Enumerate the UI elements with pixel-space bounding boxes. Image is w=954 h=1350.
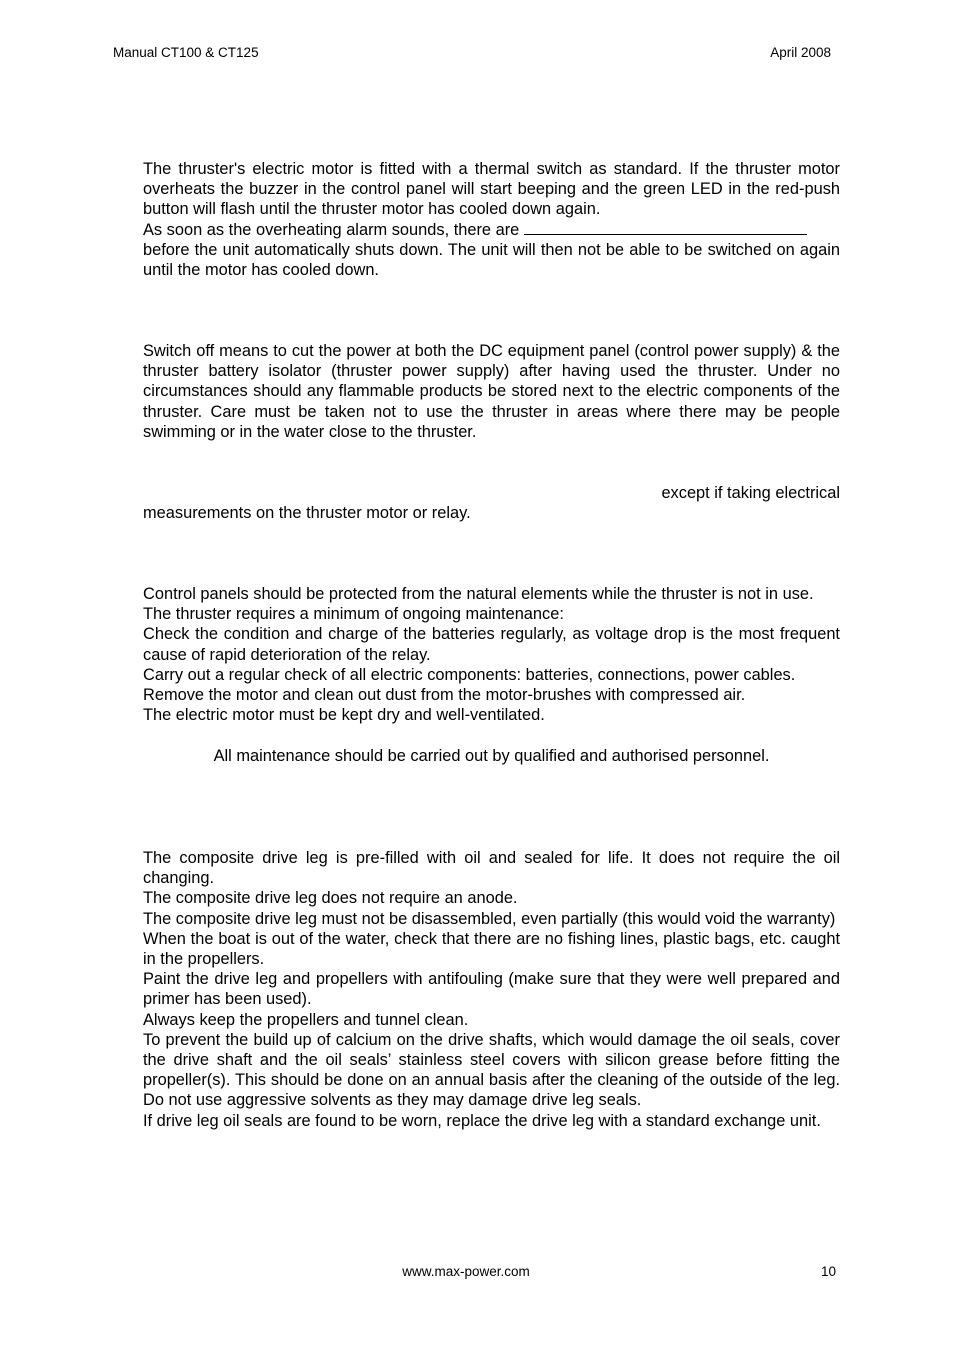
paragraph: Control panels should be protected from the natural elements while the thruster is not in use. (143, 585, 814, 603)
paragraph: Paint the drive leg and propellers with antifouling (make sure that they were well prepared and primer has been used). (143, 970, 840, 1009)
paragraph: To prevent the build up of calcium on the drive shafts, which would damage the oil seals, cover the drive shaft and the oil seals’ stainless steel covers with silicon grease before fitting the propeller(s). This should be done on an annual basis after the cleaning of the outside of the leg. Do not use aggressive solvents as they may damage drive leg seals. (143, 1030, 840, 1110)
paragraph: If drive leg oil seals are found to be worn, replace the drive leg with a standard exchange unit. (143, 1111, 821, 1130)
maintenance-note: All maintenance should be carried out by qualified and authorised personnel. (213, 746, 770, 765)
drive-leg-section (143, 848, 840, 1131)
page-number: 10 (821, 1264, 837, 1279)
paragraph-start: As soon as the overheating alarm sounds, there are (143, 220, 520, 239)
measurement-section (143, 483, 840, 523)
blank-line (524, 233, 807, 235)
paragraph: before the unit automatically shuts down. The unit will then not be able to be switched on again until the motor has cooled down. (143, 240, 840, 280)
switch-off-section (143, 341, 840, 442)
paragraph: Switch off means to cut the power at both the DC equipment panel (control power supply) & the thruster battery isolator (thruster power supply) after having used the thruster. Under no circumstances should any flammable products be stored next to the electric components of the thruster. Care must be taken not to use the thruster in areas where there may be people swimming or in the water close to the thruster. (143, 342, 840, 441)
maintenance-section (143, 584, 840, 766)
paragraph: The thruster's electric motor is fitted with a thermal switch as standard. If the thruster motor overheats the buzzer in the control panel will start beeping and the green LED in the red-push button will flash until the thruster motor has cooled down again. (143, 160, 840, 219)
paragraph: The electric motor must be kept dry and well-ventilated. (143, 706, 545, 725)
paragraph: The composite drive leg must not be disassembled, even partially (this would void the warranty) (143, 909, 836, 928)
paragraph: The composite drive leg is pre-filled with oil and sealed for life. It does not require the oil changing. (143, 849, 840, 888)
paragraph-line: measurements on the thruster motor or relay. (143, 504, 471, 523)
paragraph: Always keep the propellers and tunnel clean. (143, 1010, 469, 1029)
thermal-switch-section (143, 159, 840, 280)
header-date: April 2008 (770, 45, 831, 60)
paragraph: Check the condition and charge of the batteries regularly, as voltage drop is the most frequent cause of rapid deterioration of the relay. (143, 625, 840, 664)
paragraph: The thruster requires a minimum of ongoing maintenance: (143, 605, 564, 624)
header-title: Manual CT100 & CT125 (113, 45, 259, 60)
paragraph: Carry out a regular check of all electric components: batteries, connections, power cables. (143, 665, 796, 684)
footer-url: www.max-power.com (402, 1264, 530, 1279)
paragraph-line: except if taking electrical (661, 484, 840, 502)
paragraph: When the boat is out of the water, check that there are no fishing lines, plastic bags, etc. caught in the propellers. (143, 929, 840, 969)
paragraph: Remove the motor and clean out dust from the motor-brushes with compressed air. (143, 686, 746, 705)
paragraph (143, 220, 840, 240)
paragraph: The composite drive leg does not require an anode. (143, 889, 518, 908)
